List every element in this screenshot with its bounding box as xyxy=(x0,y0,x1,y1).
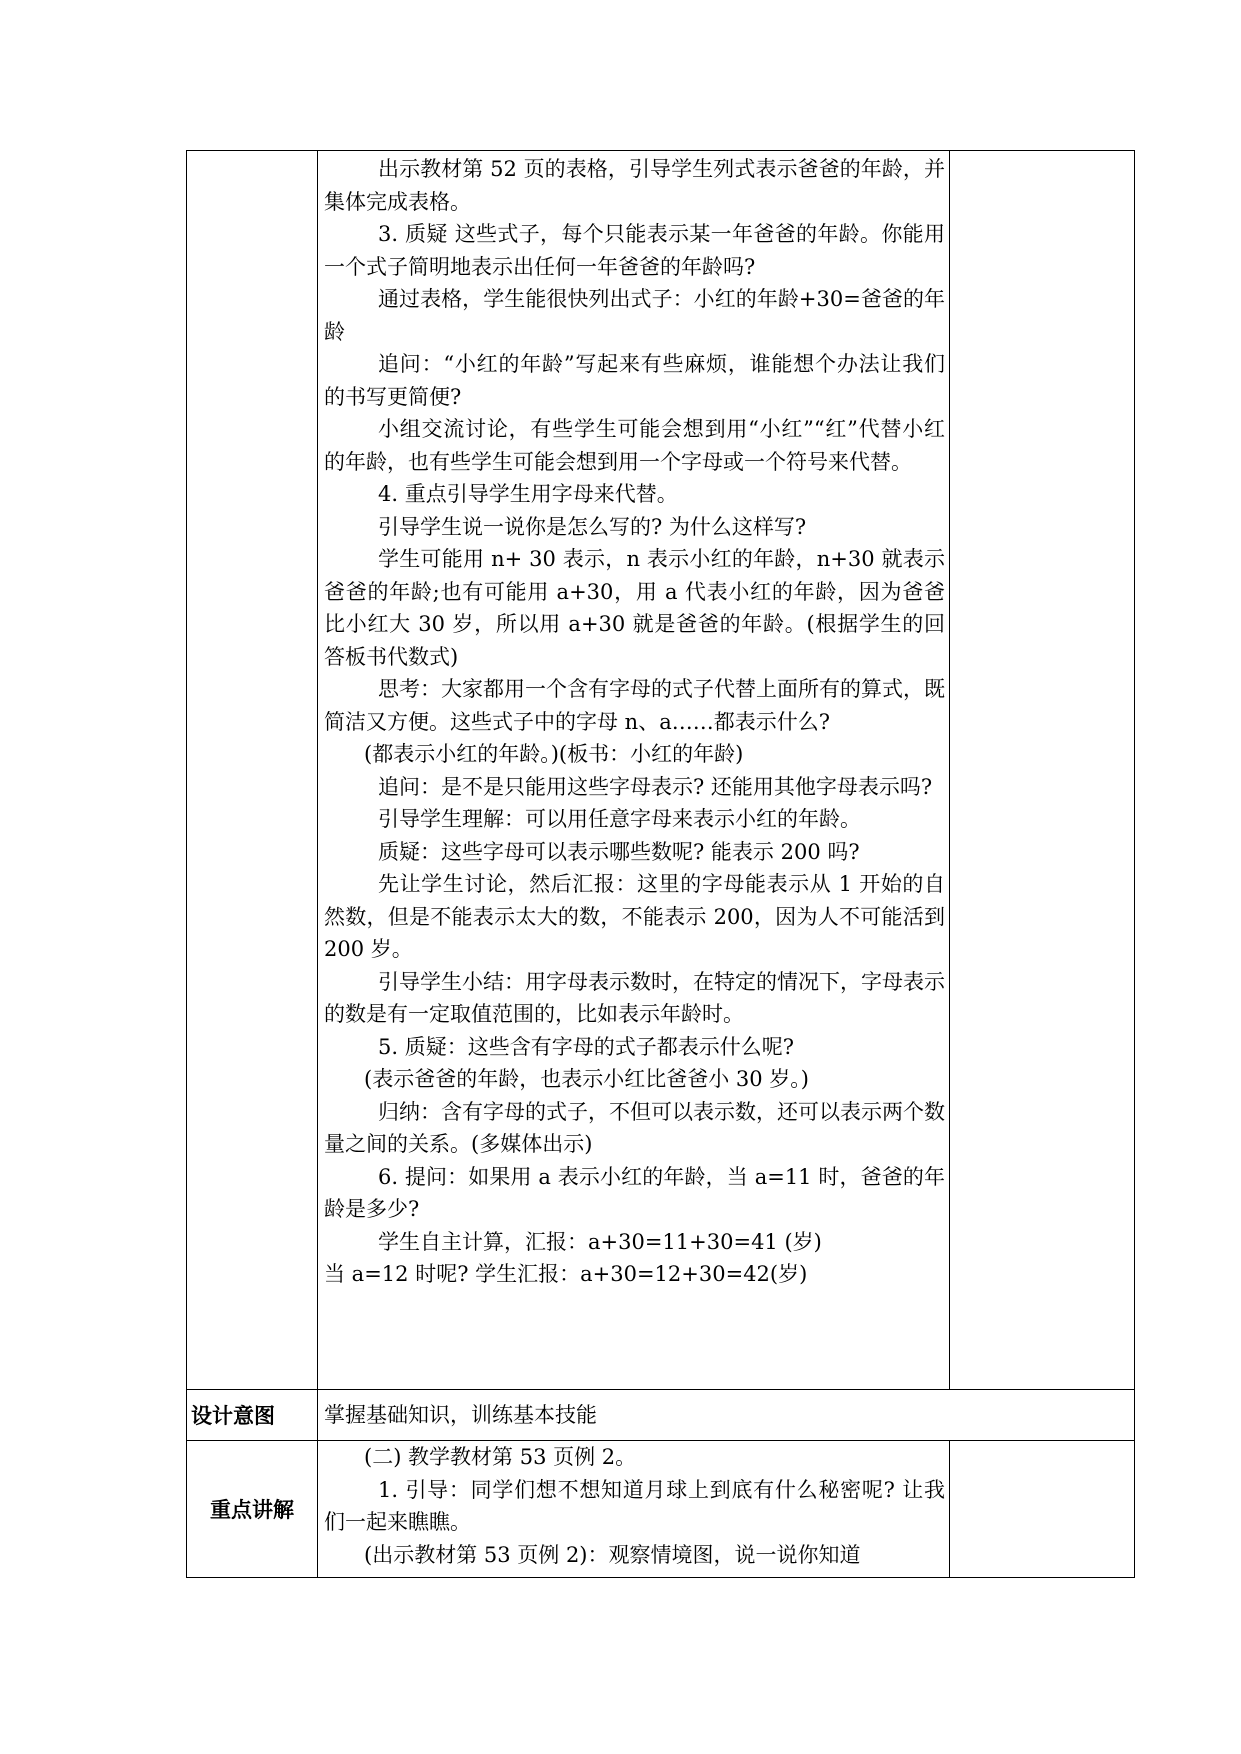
paragraph: 通过表格，学生能很快列出式子：小红的年龄+30=爸爸的年龄 xyxy=(324,287,945,344)
paragraph: 先让学生讨论，然后汇报：这里的字母能表示从 1 开始的自然数，但是不能表示太大的数，不能表示 200，因为人不可能活到 200 岁。 xyxy=(324,872,945,961)
paragraph: 4. 重点引导学生用字母来代替。 xyxy=(378,482,678,506)
paragraph: 质疑：这些字母可以表示哪些数呢? 能表示 200 吗? xyxy=(378,839,860,864)
paragraph: 学生自主计算，汇报：a+30=11+30=41 (岁) xyxy=(378,1229,822,1254)
paragraph: 1. 引导：同学们想不想知道月球上到底有什么秘密呢? 让我们一起来瞧瞧。 xyxy=(324,1477,945,1534)
empty-notes-cell xyxy=(950,1441,1135,1578)
paragraph: 引导学生小结：用字母表示数时，在特定的情况下，字母表示的数是有一定取值范围的，比如表示年龄时。 xyxy=(324,969,945,1026)
empty-label-cell xyxy=(187,151,318,1390)
empty-notes-cell xyxy=(950,151,1135,1390)
key-explanation-label-text: 重点讲解 xyxy=(210,1498,294,1522)
design-intent-label-text: 设计意图 xyxy=(191,1404,275,1428)
lesson-plan-table xyxy=(186,150,1135,1578)
paragraph: 出示教材第 52 页的表格，引导学生列式表示爸爸的年龄，并集体完成表格。 xyxy=(324,157,945,214)
paragraph: 小组交流讨论，有些学生可能会想到用“小红”“红”代替小红的年龄，也有些学生可能会想到用一个字母或一个符号来代替。 xyxy=(324,417,945,474)
paragraph: 当 a=12 时呢? 学生汇报：a+30=12+30=42(岁) xyxy=(324,1262,808,1286)
paragraph: 思考：大家都用一个含有字母的式子代替上面所有的算式，既简洁又方便。这些式子中的字母 n、a……都表示什么? xyxy=(324,677,945,734)
paragraph: 引导学生说一说你是怎么写的? 为什么这样写? xyxy=(378,514,807,539)
paragraph: 追问：是不是只能用这些字母表示? 还能用其他字母表示吗? xyxy=(378,774,933,799)
key-explanation-cell xyxy=(318,1441,950,1578)
design-intent-label xyxy=(187,1390,318,1441)
paragraph: 追问：“小红的年龄”写起来有些麻烦，谁能想个办法让我们的书写更简便? xyxy=(324,352,945,409)
paragraph: 5. 质疑：这些含有字母的式子都表示什么呢? xyxy=(378,1034,794,1059)
key-explanation-row xyxy=(187,1441,1135,1578)
paragraph: (出示教材第 53 页例 2)：观察情境图，说一说你知道 xyxy=(364,1542,861,1567)
teaching-process-cell xyxy=(318,151,950,1390)
paragraph: 3. 质疑 这些式子，每个只能表示某一年爸爸的年龄。你能用一个式子简明地表示出任何一年爸爸的年龄吗? xyxy=(324,222,945,279)
design-intent-row xyxy=(187,1390,1135,1441)
design-intent-cell xyxy=(318,1390,1135,1441)
paragraph: 引导学生理解：可以用任意字母来表示小红的年龄。 xyxy=(378,807,861,831)
paragraph: 学生可能用 n+ 30 表示，n 表示小红的年龄，n+30 就表示爸爸的年龄;也有可能用 a+30，用 a 代表小红的年龄，因为爸爸比小红大 30 岁，所以用 a+30 就是爸爸的年龄。(根据学生的回答板书代数式) xyxy=(324,547,945,669)
key-explanation-label xyxy=(187,1441,318,1578)
design-intent-text: 掌握基础知识，训练基本技能 xyxy=(324,1402,597,1427)
paragraph: 6. 提问：如果用 a 表示小红的年龄，当 a=11 时，爸爸的年龄是多少? xyxy=(324,1164,945,1221)
paragraph: (都表示小红的年龄。)(板书：小红的年龄) xyxy=(364,742,744,766)
paragraph: (二) 教学教材第 53 页例 2。 xyxy=(364,1445,637,1469)
paragraph: (表示爸爸的年龄，也表示小红比爸爸小 30 岁。) xyxy=(364,1067,809,1091)
teaching-process-row xyxy=(187,151,1135,1390)
paragraph: 归纳：含有字母的式子，不但可以表示数，还可以表示两个数量之间的关系。(多媒体出示) xyxy=(324,1099,945,1156)
